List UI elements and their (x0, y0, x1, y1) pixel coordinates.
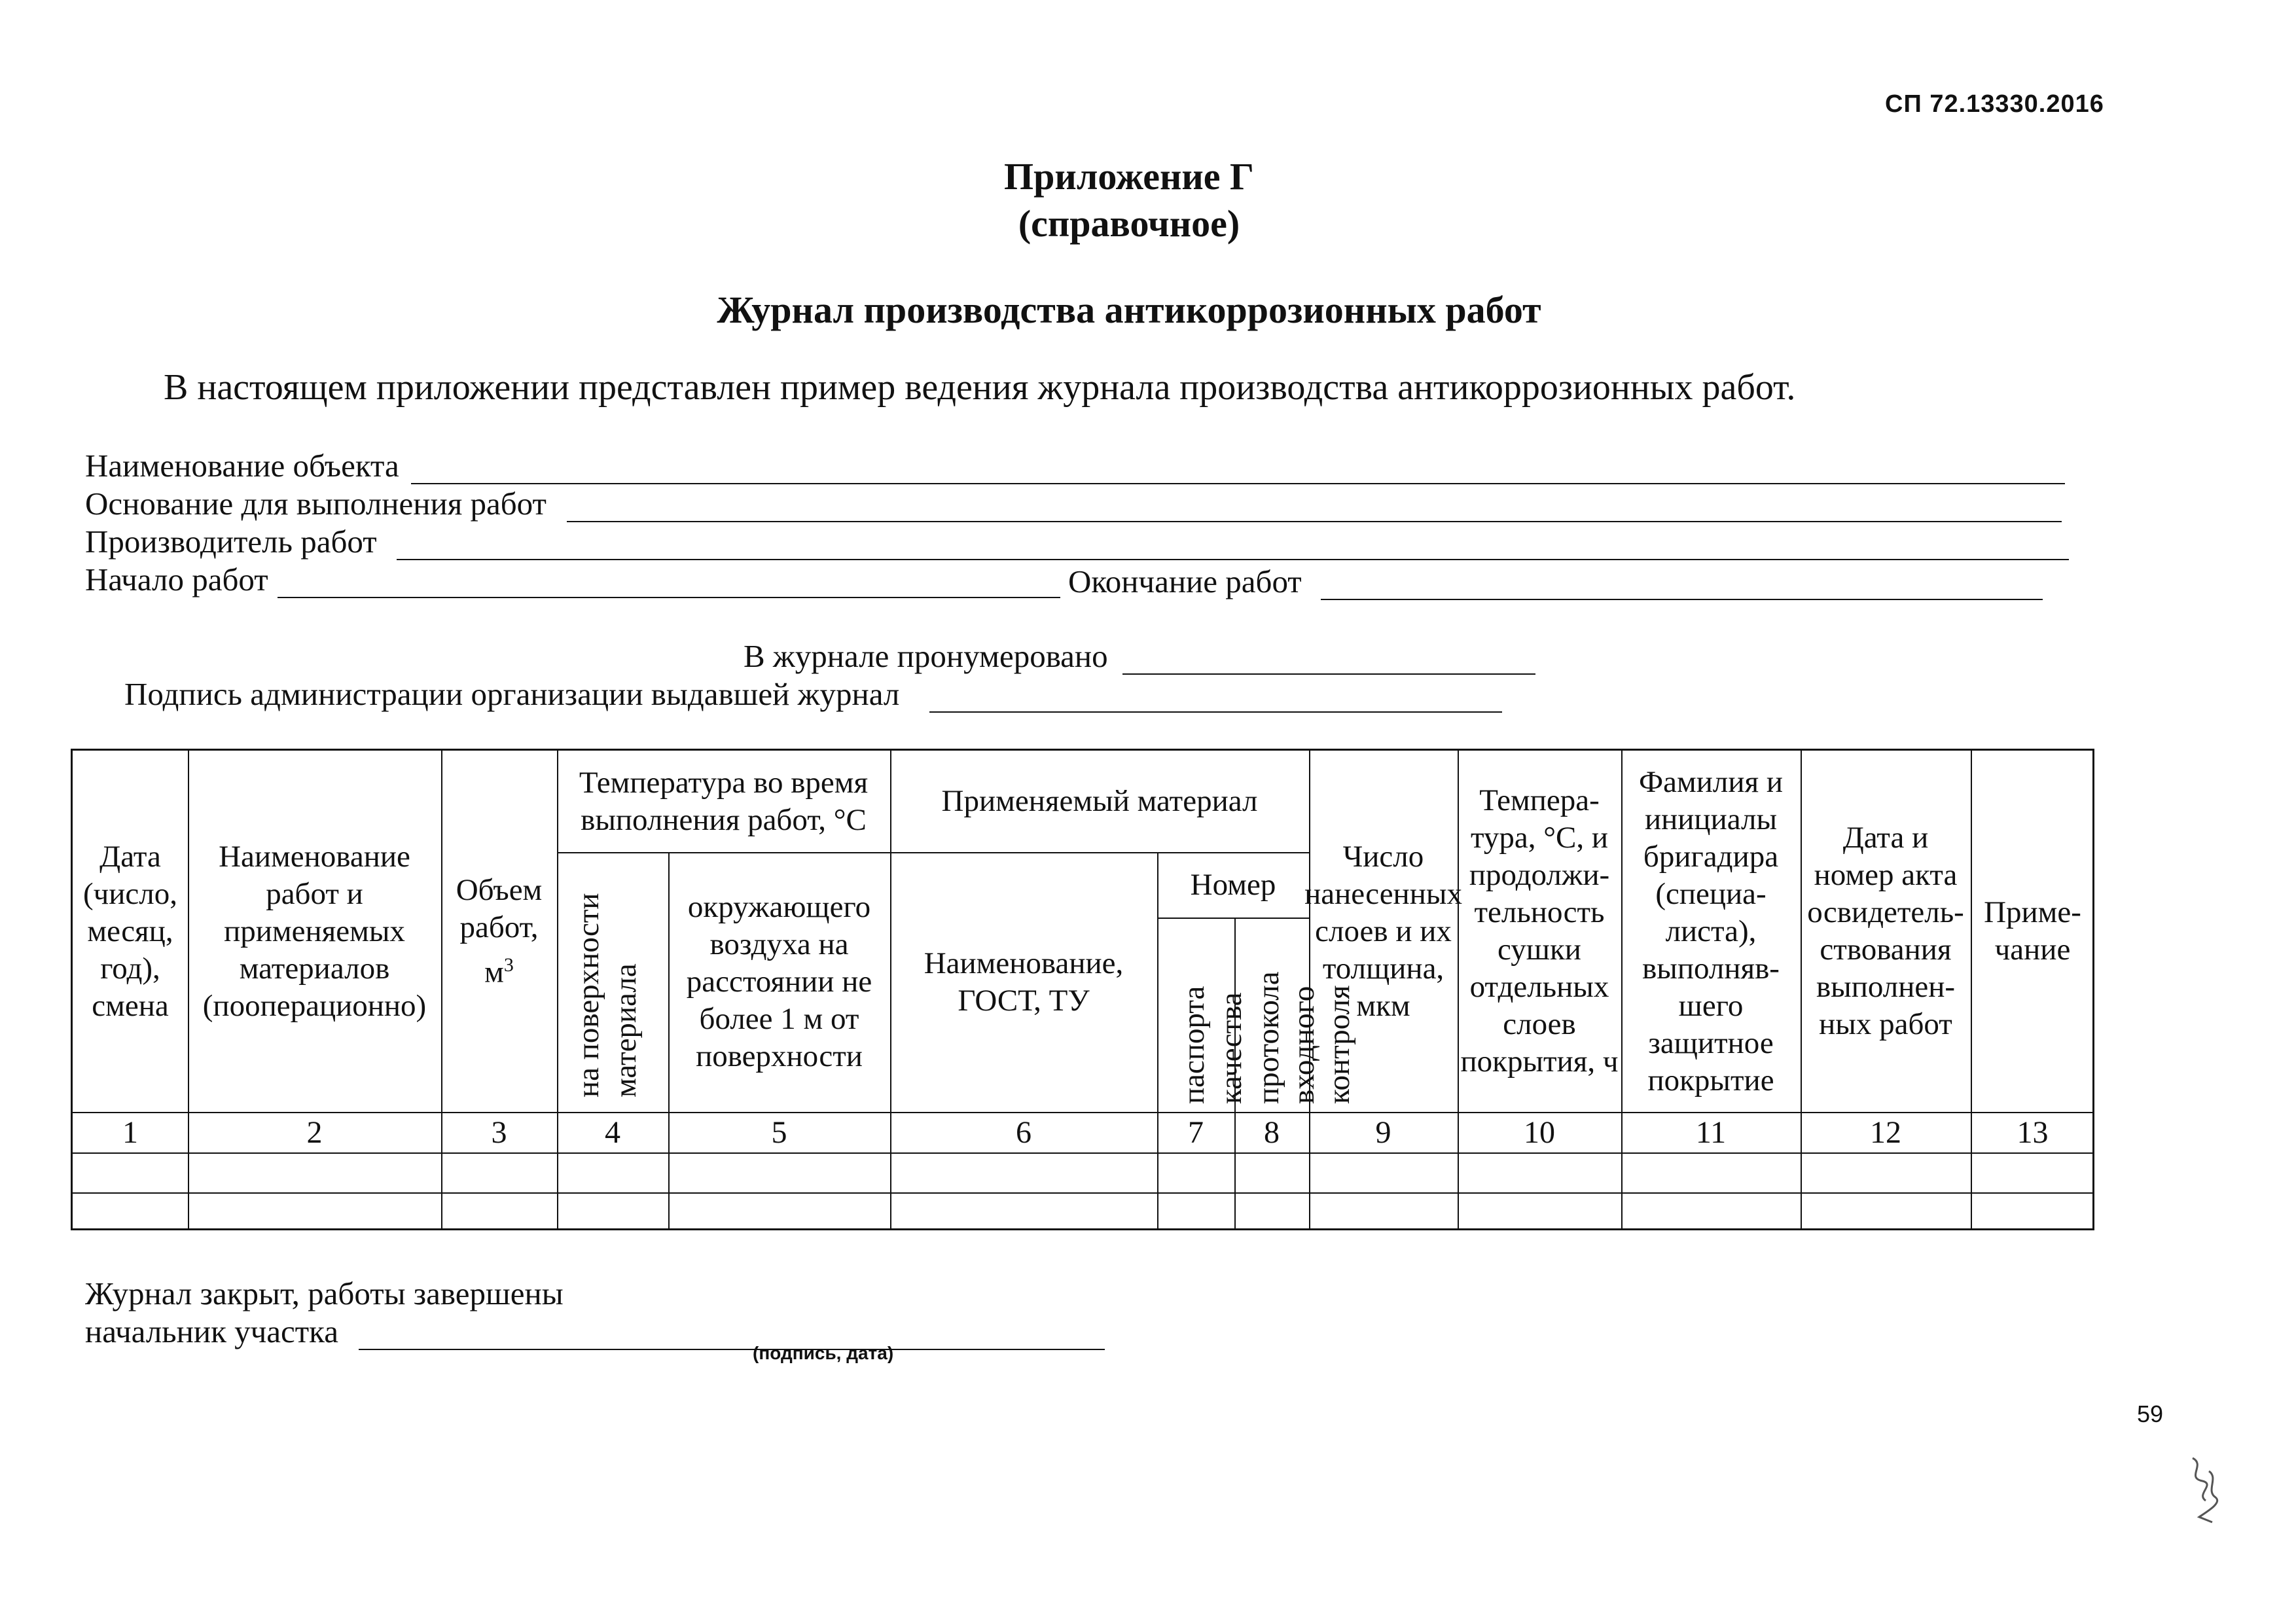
page-number: 59 (2137, 1400, 2164, 1427)
appendix-kind: (справочное) (1018, 202, 1240, 245)
column-number: 13 (2017, 1115, 2049, 1150)
journal-closed-label: Журнал закрыт, работы завершены (85, 1275, 564, 1311)
object-name-line (411, 483, 2065, 484)
chief-signature-line (359, 1349, 1105, 1350)
contractor-label: Производитель работ (85, 524, 377, 560)
start-line (278, 597, 1060, 598)
handwritten-mark-icon (2179, 1452, 2232, 1533)
col-header-volume (441, 751, 557, 1112)
numbered-line (1122, 673, 1535, 675)
admin-signature-line (929, 711, 1502, 713)
column-number: 7 (1188, 1115, 1204, 1150)
col-header-passport: паспорта качества (1177, 986, 1248, 1104)
signature-note: (подпись, дата) (753, 1343, 894, 1363)
column-number: 9 (1375, 1115, 1391, 1150)
group-header-temperature: Температура во время выполнения работ, °С (579, 765, 869, 837)
col-header-foreman: Фамилия и инициалы бригадира (специа-листа), выполняв-шего защитное покрытие (1638, 764, 1783, 1097)
col-header-work-name: Наименование работ и применяемых материалов (пооперационно) (202, 839, 427, 1023)
column-number: 12 (1870, 1115, 1901, 1150)
document-number: СП 72.13330.2016 (1885, 90, 2104, 118)
group-header-material: Применяемый материал (941, 784, 1258, 818)
table-hline (1157, 918, 1309, 919)
table-hline (73, 1152, 2094, 1154)
col-header-surface-temp: на поверхности материала (571, 893, 643, 1097)
column-number: 4 (605, 1115, 620, 1150)
column-number: 2 (306, 1115, 323, 1150)
end-line (1321, 599, 2043, 600)
start-label: Начало работ (85, 562, 268, 597)
end-label: Окончание работ (1068, 563, 1302, 599)
journal-table (71, 749, 2094, 1230)
basis-line (567, 521, 2062, 522)
volume-superscript: 3 (503, 954, 514, 976)
section-chief-label: начальник участка (85, 1313, 338, 1349)
col-header-drying: Темпера-тура, °С, и продолжи-тельность сушки отдельных слоев покрытия, ч (1460, 783, 1619, 1079)
column-number: 5 (771, 1115, 787, 1150)
col-header-inspection-protocol: протокола входного контроля (1251, 971, 1356, 1104)
object-name-label: Наименование объекта (85, 448, 399, 484)
column-number: 1 (122, 1115, 138, 1150)
column-number: 11 (1695, 1115, 1727, 1150)
numbered-label: В журнале пронумеровано (744, 638, 1108, 674)
col-header-note: Приме-чание (1984, 895, 2081, 967)
col-header-layers: Число нанесенных слоев и их толщина, мкм (1304, 839, 1462, 1023)
contractor-line (397, 559, 2069, 560)
table-hline (73, 1192, 2094, 1194)
intro-paragraph: В настоящем приложении представлен пример ведения журнала производства антикоррозионных работ. (164, 367, 1796, 408)
column-number: 6 (1016, 1115, 1031, 1150)
group-header-number: Номер (1190, 867, 1276, 902)
admin-signature-label: Подпись администрации организации выдавшей журнал (124, 676, 900, 712)
column-number: 10 (1524, 1115, 1555, 1150)
journal-title: Журнал производства антикоррозионных работ (717, 289, 1541, 331)
col-header-date: Дата (число, месяц, год), смена (82, 839, 177, 1023)
basis-label: Основание для выполнения работ (85, 486, 547, 522)
column-number: 3 (491, 1115, 507, 1150)
appendix-title: Приложение Г (1004, 155, 1254, 198)
col-header-material-name: Наименование, ГОСТ, ТУ (924, 946, 1124, 1018)
column-number: 8 (1264, 1115, 1280, 1150)
col-header-air-temp: окружающего воздуха на расстоянии не более 1 м от поверхности (686, 890, 872, 1073)
col-header-act: Дата и номер акта освидетель-ствования выполнен-ных работ (1807, 821, 1964, 1041)
volume-label: Объем работ, м (456, 872, 543, 990)
